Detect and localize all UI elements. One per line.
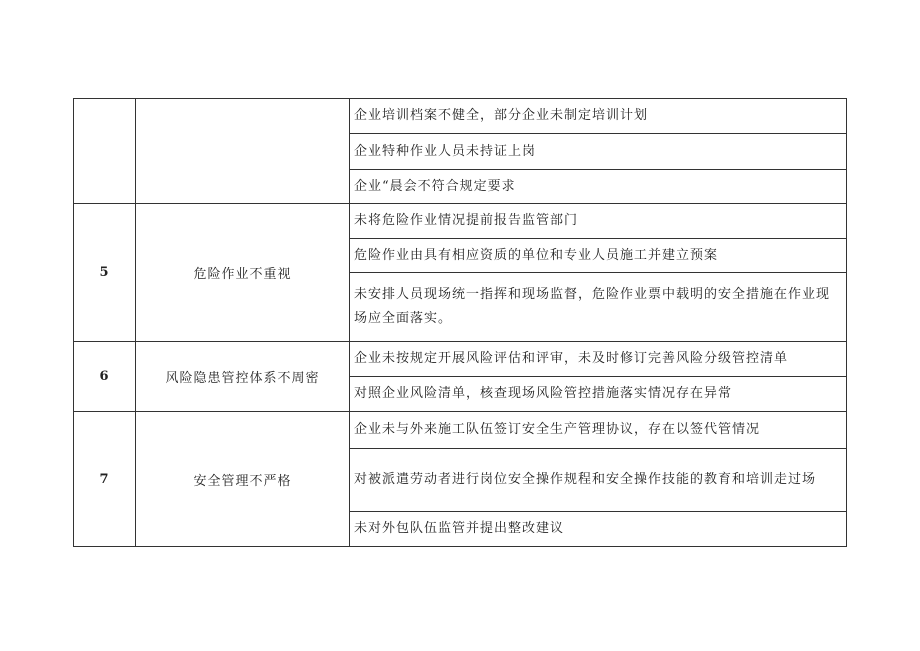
list-item: 企业“晨会不符合规定要求 <box>354 178 516 194</box>
list-item: 危险作业由具有相应资质的单位和专业人员施工并建立预案 <box>350 239 846 273</box>
table-row <box>74 99 847 204</box>
list-item: 未对外包队伍监管并提出整改建议 <box>354 521 565 536</box>
row-category <box>136 99 350 204</box>
row-category: 风险隐患管控体系不周密 <box>136 342 350 412</box>
row-items <box>350 99 847 204</box>
list-item: 企业未按规定开展风险评估和评审，未及时修订完善风险分级管控清单 <box>350 342 846 377</box>
row-items <box>350 204 847 342</box>
row-number: 6 <box>74 342 136 412</box>
row-number: 5 <box>74 204 136 342</box>
list-item: 对照企业风险清单，核查现场风险管控措施落实情况存在异常 <box>354 386 733 401</box>
table-row <box>74 342 847 412</box>
list-item: 企业特种作业人员未持证上岗 <box>350 134 846 170</box>
row-items <box>350 412 847 547</box>
inspection-table <box>73 98 847 547</box>
row-category: 危险作业不重视 <box>136 204 350 342</box>
list-item: 未安排人员现场统一指挥和现场监督，危险作业票中载明的安全措施在作业现场应全面落实。 <box>354 287 831 326</box>
row-items <box>350 342 847 412</box>
row-number: 7 <box>74 412 136 547</box>
list-item: 企业未与外来施工队伍签订安全生产管理协议，存在以签代管情况 <box>350 412 846 449</box>
list-item: 未将危险作业情况提前报告监管部门 <box>350 204 846 239</box>
list-item: 对被派遣劳动者进行岗位安全操作规程和安全操作技能的教育和培训走过场 <box>350 449 846 512</box>
row-number <box>74 99 136 204</box>
row-category: 安全管理不严格 <box>136 412 350 547</box>
table-row <box>74 412 847 547</box>
table-row <box>74 204 847 342</box>
list-item: 企业培训档案不健全，部分企业未制定培训计划 <box>350 99 846 134</box>
